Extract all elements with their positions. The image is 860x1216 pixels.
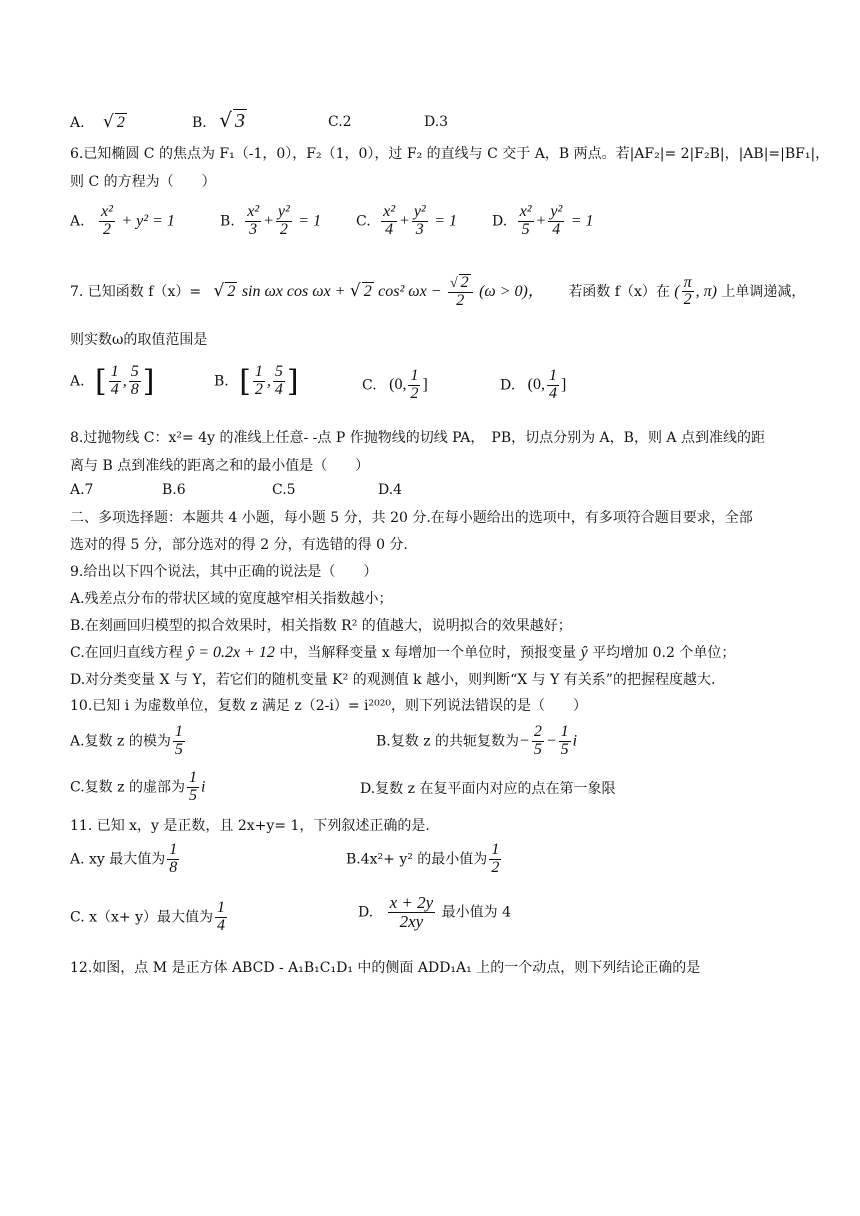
section2-heading-line2: 选对的得 5 分，部分选对的得 2 分，有选错的得 0 分. bbox=[70, 537, 408, 553]
q10-option-c: C.复数 z 的虚部为 $\frac{1}{5}$ i bbox=[70, 769, 206, 804]
q6-stem-line2: 则 C 的方程为（ ） bbox=[70, 174, 216, 190]
q6-option-d: D. $\frac{\text{x²}}{5}$ + $\frac{\text{y²}}{4}$ = 1 bbox=[492, 203, 594, 238]
q6-stem-line1: 6.已知椭圆 C 的焦点为 F₁（-1，0），F₂（1，0），过 F₂ 的直线与 C 交于 A，B 两点。若|AF₂|= 2|F₂B|，|AB|=|BF₁|， bbox=[70, 146, 830, 162]
q11-option-d: D. $\frac{x + 2y}{2xy}$ 最小值为 4 bbox=[358, 893, 512, 931]
q6-option-b: B. $\frac{\text{x²}}{3}$ + $\frac{\text{y²}}{2}$ = 1 bbox=[220, 203, 322, 238]
q8-option-b: B.6 bbox=[162, 482, 186, 498]
q8-option-c: C.5 bbox=[272, 482, 296, 498]
q9-option-d: D.对分类变量 X 与 Y，若它们的随机变量 K² 的观测值 k 越小，则判断“X 与 Y 有关系”的把握程度越大. bbox=[70, 672, 716, 688]
q7-stem-line1: 7. 已知函数 f（x）= √ 2 sin ωx cos ωx + √ 2 cos² ωx − $\frac{√ 2}{2}$ (ω > 0)， 若函数 f（x）在 ( $\frac{\pi}{2}$ , π) 上单调递减， bbox=[70, 273, 806, 309]
q8-stem-line1: 8.过抛物线 C：x²= 4y 的准线上任意- -点 P 作抛物线的切线 PA， PB，切点分别为 A，B，则 A 点到准线的距 bbox=[70, 430, 765, 446]
q11-stem: 11. 已知 x，y 是正数，且 2x+y= 1，下列叙述正确的是. bbox=[70, 818, 430, 834]
q8-option-a: A.7 bbox=[70, 482, 94, 498]
q10-option-d: D.复数 z 在复平面内对应的点在第一象限 bbox=[360, 781, 616, 797]
q10-option-a: A.复数 z 的模为 $\frac{1}{5}$ bbox=[70, 723, 183, 758]
q9-option-a: A.残差点分布的带状区域的宽度越窄相关指数越小； bbox=[70, 591, 393, 607]
q11-option-c: C. x（x+ y）最大值为 $\frac{1}{4}$ bbox=[70, 899, 225, 934]
q5-option-b: B. √ 3 bbox=[192, 108, 245, 132]
q11-option-a: A. xy 最大值为 $\frac{1}{8}$ bbox=[70, 841, 178, 876]
q7-option-d: D. (0, $\frac{1}{4}$ ] bbox=[500, 367, 567, 402]
section2-heading-line1: 二、多项选择题：本题共 4 小题，每小题 5 分，共 20 分.在每小题给出的选项中，有多项符合题目要求，全部 bbox=[70, 510, 753, 526]
q7-option-a: A. [ $\frac{1}{4}$ , $\frac{5}{8}$ ] bbox=[70, 363, 155, 399]
q9-stem: 9.给出以下四个说法，其中正确的说法是（ ） bbox=[70, 564, 378, 580]
q6-option-a: A. $\frac{\text{x²}}{2}$ + y² = 1 bbox=[70, 203, 175, 238]
q5-option-c: C.2 bbox=[328, 114, 352, 130]
q10-option-b: B.复数 z 的共轭复数为− $\frac{2}{5}$ − $\frac{1}{5}$ i bbox=[376, 723, 578, 758]
q5-option-a: A. √ 2 bbox=[70, 112, 125, 132]
q7-option-c: C. (0, $\frac{1}{2}$ ] bbox=[362, 367, 428, 402]
q9-option-c: C.在回归直线方程 ŷ = 0.2x + 12 中，当解释变量 x 每增加一个单位时，预报变量 ŷ 平均增加 0.2 个单位； bbox=[70, 644, 736, 661]
q5-option-d: D.3 bbox=[424, 114, 449, 130]
q7-option-b: B. [ $\frac{1}{2}$ , $\frac{5}{4}$ ] bbox=[214, 363, 299, 399]
q11-option-b: B.4x²+ y² 的最小值为 $\frac{1}{2}$ bbox=[346, 841, 500, 876]
q7-stem-line2: 则实数ω的取值范围是 bbox=[70, 332, 208, 348]
q8-stem-line2: 离与 B 点到准线的距离之和的最小值是（ ） bbox=[70, 458, 370, 474]
q6-option-c: C. $\frac{\text{x²}}{4}$ + $\frac{\text{y²}}{3}$ = 1 bbox=[356, 203, 457, 238]
q12-stem: 12.如图，点 M 是正方体 ABCD - A₁B₁C₁D₁ 中的侧面 ADD₁A₁ 上的一个动点，则下列结论正确的是 bbox=[70, 960, 701, 976]
q9-option-b: B.在刻画回归模型的拟合效果时，相关指数 R² 的值越大，说明拟合的效果越好； bbox=[70, 618, 572, 634]
q8-option-d: D.4 bbox=[378, 482, 403, 498]
q10-stem: 10.已知 i 为虚数单位，复数 z 满足 z（2-i）= i²⁰²⁰，则下列说法错误的是（ ） bbox=[70, 698, 587, 714]
